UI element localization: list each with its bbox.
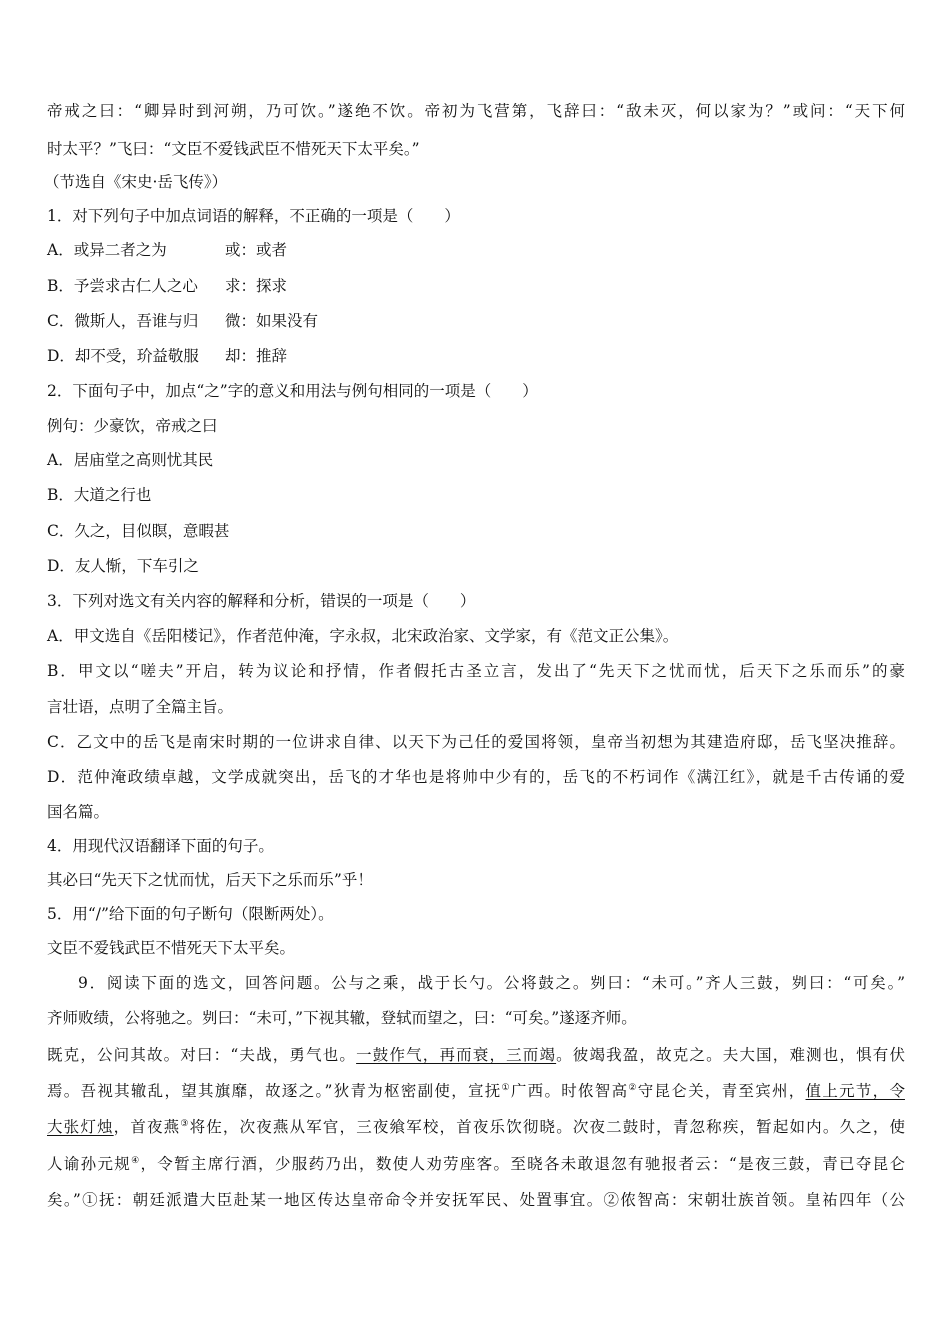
footnote-marker: ① <box>501 1083 511 1093</box>
q9-passage-line <box>47 1081 905 1101</box>
q1-option-c <box>47 311 319 331</box>
q1-option-b <box>47 276 288 296</box>
q3-option-c: C．乙文中的岳飞是南宋时期的一位讲求自律、以天下为己任的爱国将领，皇帝当初想为其建造府邸，岳飞坚决推辞。 <box>47 733 905 751</box>
option-text: B．予尝求古仁人之心 <box>47 277 198 295</box>
passage-source: （节选自《宋史·岳飞传》） <box>44 173 228 191</box>
q3-option-a: A．甲文选自《岳阳楼记》，作者范仲淹，字永叔，北宋政治家、文学家，有《范文正公集》。 <box>47 627 679 645</box>
option-gloss: 或：或者 <box>225 241 288 259</box>
text: 将佐，次夜燕从军官，三夜飨军校，首夜乐饮彻晓。次夜二鼓时，青忽称疾，暂起如内。久之，使 <box>189 1118 905 1136</box>
text: 广西。时侬智高 <box>510 1082 629 1100</box>
q3-option-d-cont: 国名篇。 <box>47 803 110 821</box>
question-3-stem: 3．下列对选文有关内容的解释和分析，错误的一项是（ ） <box>47 592 476 610</box>
q3-option-b-cont: 言壮语，点明了全篇主旨。 <box>47 698 234 716</box>
question-5-stem: 5．用“/”给下面的句子断句（限断两处）。 <box>47 905 334 923</box>
q2-example: 例句：少豪饮，帝戒之曰 <box>47 417 218 435</box>
option-gloss: 却：推辞 <box>225 347 288 365</box>
q9-footnotes: 矣。”①抚：朝廷派遣大臣赴某一地区传达皇帝命令并安抚军民、处置事宜。②侬智高：宋朝壮族首领。皇祐四年（公 <box>47 1191 905 1209</box>
q2-option-c: C．久之，目似瞑，意暇甚 <box>47 522 230 540</box>
q9-passage-line <box>47 1045 905 1065</box>
footnote-marker: ② <box>628 1083 638 1093</box>
text: 守昆仑关，青至宾州， <box>637 1082 806 1100</box>
option-text: C．微斯人，吾谁与归 <box>47 312 199 330</box>
q1-option-d <box>47 346 288 366</box>
q2-option-b: B．大道之行也 <box>47 486 152 504</box>
underlined-text: 一鼓作气，再而衰，三而竭 <box>356 1046 557 1064</box>
text: 既克，公问其故。对曰：“夫战，勇气也。 <box>47 1046 357 1064</box>
footnote-marker: ③ <box>180 1119 190 1129</box>
footnote-marker: ④ <box>131 1156 141 1166</box>
q4-sentence: 其必曰“先天下之忧而忧，后天下之乐而乐”乎！ <box>47 871 373 889</box>
q9-passage-line: 齐师败绩，公将驰之。刿曰：“未可，”下视其辙，登轼而望之，曰：“可矣。”遂逐齐师。 <box>47 1009 637 1027</box>
question-9-intro: 9．阅读下面的选文，回答问题。公与之乘，战于长勺。公将鼓之。刿曰：“未可。”齐人三鼓，刿曰：“可矣。” <box>78 974 905 992</box>
question-4-stem: 4．用现代汉语翻译下面的句子。 <box>47 837 274 855</box>
q3-option-b: B．甲文以“嗟夫”开启，转为议论和抒情，作者假托古圣立言，发出了“先天下之忧而忧，后天下之乐而乐”的豪 <box>47 662 905 680</box>
question-2-stem: 2．下面句子中，加点“之”字的意义和用法与例句相同的一项是（ ） <box>47 382 538 400</box>
option-text: D．却不受，玠益敬服 <box>47 347 199 365</box>
option-gloss: 微：如果没有 <box>225 312 319 330</box>
q9-passage-line <box>47 1117 905 1137</box>
passage-line: 时太平？”飞曰：“文臣不爱钱武臣不惜死天下太平矣。” <box>47 140 420 158</box>
text: ，首夜燕 <box>113 1118 181 1136</box>
option-gloss: 求：探求 <box>225 277 288 295</box>
text: 人谕孙元规 <box>47 1155 132 1173</box>
underlined-text: 值上元节，令 <box>805 1082 905 1100</box>
q1-option-a <box>47 240 288 260</box>
q2-option-a: A．居庙堂之高则忧其民 <box>47 451 214 469</box>
q2-option-d: D．友人惭，下车引之 <box>47 557 199 575</box>
passage-line: 帝戒之曰：“卿异时到河朔，乃可饮。”遂绝不饮。帝初为飞营第，飞辞曰：“敌未灭，何以家为？”或问：“天下何 <box>47 102 905 120</box>
text: ，令暂主席行酒，少服药乃出，数使人劝劳座客。至晓各未敢退忽有驰报者云：“是夜三鼓，青已夺昆仑 <box>140 1155 905 1173</box>
q5-sentence: 文臣不爱钱武臣不惜死天下太平矣。 <box>47 939 296 957</box>
question-1-stem: 1．对下列句子中加点词语的解释，不正确的一项是（ ） <box>47 207 460 225</box>
q3-option-d: D．范仲淹政绩卓越，文学成就突出，岳飞的才华也是将帅中少有的，岳飞的不朽词作《满江红》，就是千古传诵的爱 <box>47 768 905 786</box>
text: 焉。吾视其辙乱，望其旗靡，故逐之。”狄青为枢密副使，宣抚 <box>47 1082 502 1100</box>
underlined-text: 大张灯烛 <box>47 1118 114 1136</box>
q9-passage-line <box>47 1154 905 1174</box>
option-text: A．或异二者之为 <box>47 241 167 259</box>
text: 。彼竭我盈，故克之。夫大国，难测也，惧有伏 <box>556 1046 905 1064</box>
